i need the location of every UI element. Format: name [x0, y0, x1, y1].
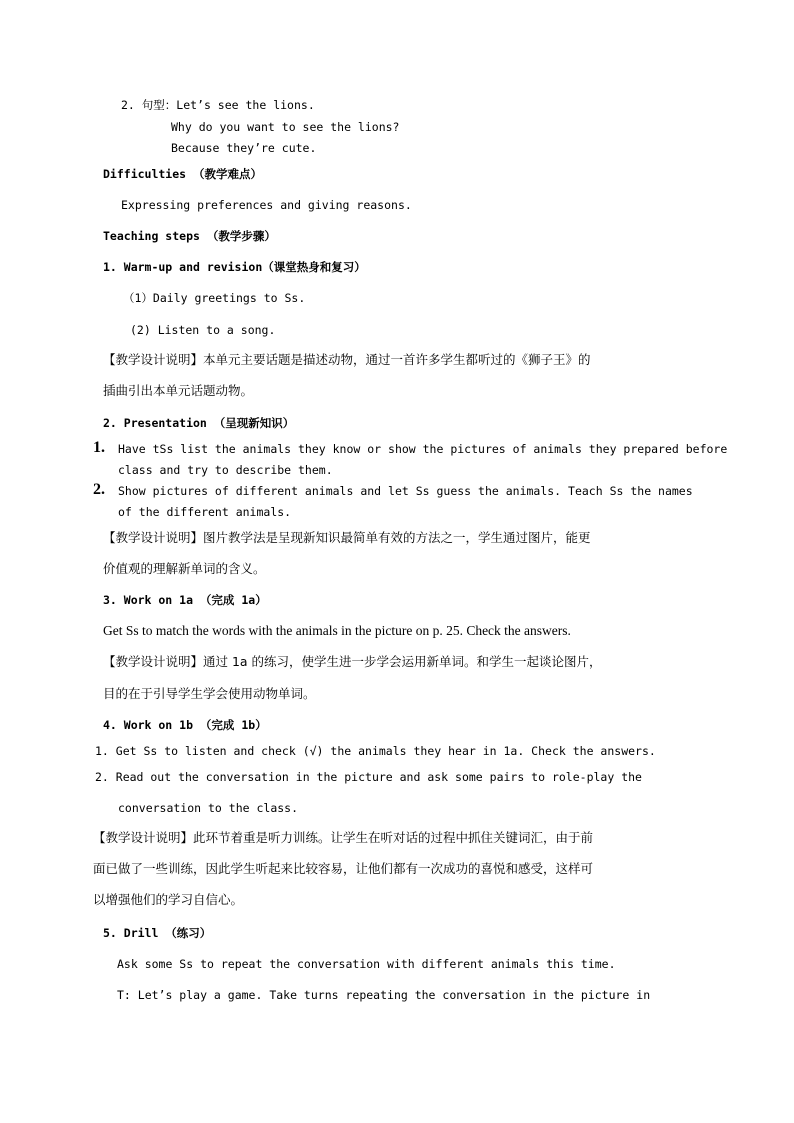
list-number-1: 1.	[93, 439, 105, 456]
design-note-2-line-2: 价值观的理解新单词的含义。	[103, 561, 266, 576]
step-3-text: Get Ss to match the words with the animals in the picture on p. 25. Check the answers.	[103, 623, 571, 638]
design-note-1-line-2: 插曲引出本单元话题动物。	[103, 383, 254, 398]
step-1-item-2: (2) Listen to a song.	[130, 323, 276, 337]
step-4-item-2-line-1: 2. Read out the conversation in the picture and ask some pairs to role-play the	[95, 770, 642, 784]
design-note-3-line-2: 目的在于引导学生学会使用动物单词。	[103, 686, 316, 701]
sentence-pattern-question: Why do you want to see the lions?	[171, 120, 400, 134]
step-5-text-1: Ask some Ss to repeat the conversation with different animals this time.	[117, 957, 616, 971]
step-1-item-1: （1）Daily greetings to Ss.	[123, 291, 306, 305]
step-4-item-2-line-2: conversation to the class.	[118, 801, 299, 815]
step-2-item-2-line-1: Show pictures of different animals and let Ss guess the animals. Teach Ss the names	[118, 484, 693, 498]
list-number-2: 2.	[93, 481, 105, 498]
sentence-pattern-line: 2. 句型：Let’s see the lions.	[121, 98, 315, 112]
step-2-item-1-line-2: class and try to describe them.	[118, 463, 333, 477]
teaching-steps-heading: Teaching steps （教学步骤）	[103, 229, 276, 243]
design-note-2-line-1: 【教学设计说明】图片教学法是呈现新知识最简单有效的方法之一，学生通过图片，能更	[103, 530, 591, 545]
step-5-text-2: T: Let’s play a game. Take turns repeating the conversation in the picture in	[117, 988, 651, 1002]
step-2-item-1-line-1: Have tSs list the animals they know or show the pictures of animals they prepared before	[118, 442, 728, 456]
step-2-heading: 2. Presentation （呈现新知识）	[103, 416, 295, 430]
difficulties-heading: Difficulties （教学难点）	[103, 167, 263, 181]
step-5-heading: 5. Drill （练习）	[103, 926, 212, 940]
sentence-pattern-answer: Because they’re cute.	[171, 141, 317, 155]
design-note-4-line-3: 以增强他们的学习自信心。	[93, 892, 244, 907]
difficulties-text: Expressing preferences and giving reasons.	[121, 198, 412, 212]
step-4-item-1: 1. Get Ss to listen and check (√) the animals they hear in 1a. Check the answers.	[95, 744, 656, 758]
step-4-heading: 4. Work on 1b （完成 1b）	[103, 718, 267, 732]
step-1-heading: 1. Warm-up and revision（课堂热身和复习）	[103, 260, 366, 274]
design-note-1-line-1: 【教学设计说明】本单元主要话题是描述动物，通过一首许多学生都听过的《狮子王》的	[103, 352, 591, 367]
design-note-3-line-1: 【教学设计说明】通过 1a 的练习，使学生进一步学会运用新单词。和学生一起谈论图片，	[103, 654, 602, 669]
design-note-4-line-1: 【教学设计说明】此环节着重是听力训练。让学生在听对话的过程中抓住关键词汇，由于前	[93, 830, 594, 845]
step-2-item-2-line-2: of the different animals.	[118, 505, 292, 519]
step-3-heading: 3. Work on 1a （完成 1a）	[103, 593, 267, 607]
design-note-4-line-2: 面已做了一些训练，因此学生听起来比较容易，让他们都有一次成功的喜悦和感受，这样可	[93, 861, 594, 876]
